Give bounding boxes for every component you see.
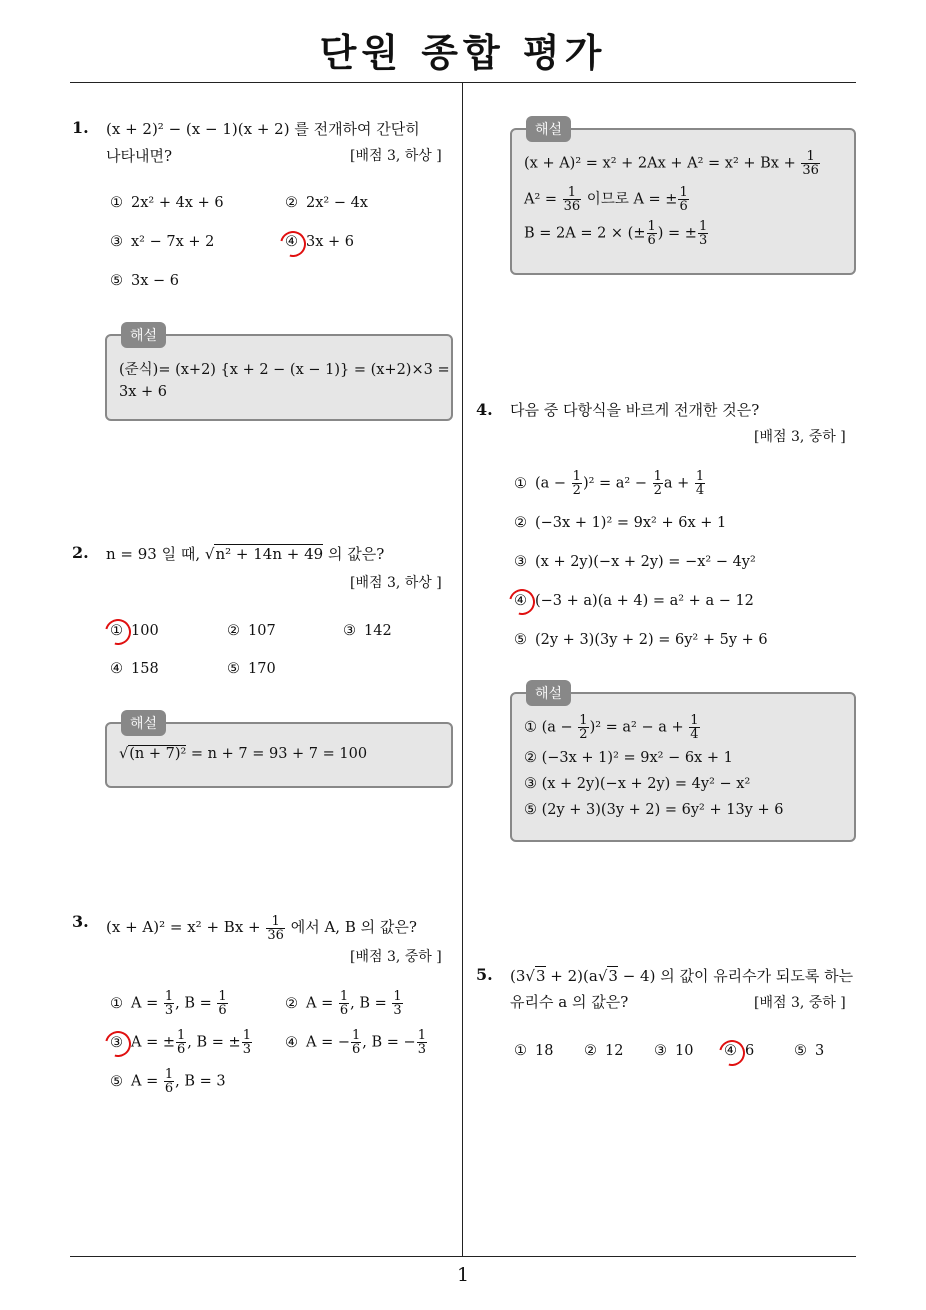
option-mark: ② bbox=[227, 623, 240, 639]
q5-radicand-1: 3 bbox=[535, 967, 546, 985]
q2-radicand: n² + 14n + 49 bbox=[215, 545, 324, 563]
option-mark: ③ bbox=[343, 623, 356, 639]
option-mark: ⑤ bbox=[110, 273, 123, 289]
option-mark: ④ bbox=[110, 661, 123, 677]
fraction: $\frac{1}{4}$ bbox=[690, 713, 699, 742]
q4-score: [배점 3, 중하 ] bbox=[754, 429, 846, 445]
fraction: $\frac{1}{6}$ bbox=[679, 185, 688, 214]
q1-solution-line1: (준식)= (x+2) {x + 2 − (x − 1)} = (x+2)×3 = bbox=[119, 362, 450, 378]
option-mark: ⑤ bbox=[227, 661, 240, 677]
option-mark: ② bbox=[285, 995, 298, 1012]
option-mark: ① bbox=[110, 995, 123, 1012]
solution-tag: 해설 bbox=[121, 322, 166, 348]
option-mark: ⑤ bbox=[794, 1043, 807, 1059]
option-mark: ① bbox=[514, 1043, 527, 1059]
q2-option-4[interactable] bbox=[110, 661, 159, 677]
option-mark: ③ bbox=[514, 554, 527, 570]
q2-score: [배점 3, 하상 ] bbox=[350, 575, 442, 591]
option-text: 18 bbox=[535, 1043, 554, 1059]
fraction: $\frac{1}{6}$ bbox=[177, 1028, 186, 1057]
q1-text-line1: (x + 2)² − (x − 1)(x + 2) 를 전개하여 간단히 bbox=[106, 120, 420, 138]
q2-option-5[interactable] bbox=[227, 661, 276, 677]
option-text: (x + 2y)(−x + 2y) = −x² − 4y² bbox=[535, 554, 756, 570]
q3-solution-line1: (x + A)² = x² + 2Ax + A² = x² + Bx + $\frac{1}{36}$ bbox=[524, 149, 819, 178]
q1-option-5[interactable] bbox=[110, 273, 179, 289]
q3-option-4[interactable]: ④ A = − $\frac{1}{6}$ , B = − $\frac{1}{3}$ bbox=[285, 1028, 426, 1057]
q2-solution-rest: = n + 7 = 93 + 7 = 100 bbox=[186, 746, 368, 762]
option-mark: ④ bbox=[285, 1034, 298, 1051]
fraction: $\frac{1}{3}$ bbox=[393, 989, 402, 1018]
q3-option-1[interactable]: ① A = $\frac{1}{3}$ , B = $\frac{1}{6}$ bbox=[110, 989, 227, 1018]
q2-number: 2. bbox=[72, 543, 89, 562]
page-number: 1 bbox=[456, 1264, 470, 1286]
q2-text: n = 93 일 때, √n² + 14n + 49 의 값은? bbox=[106, 545, 385, 563]
option-text: 100 bbox=[131, 623, 159, 639]
q2-solution-radicand: (n + 7)² bbox=[129, 746, 187, 762]
option-mark: ④ bbox=[514, 593, 527, 609]
option-text: 107 bbox=[248, 623, 276, 639]
option-text: 158 bbox=[131, 661, 159, 677]
q1-score: [배점 3, 하상 ] bbox=[350, 148, 442, 164]
answer-circle-mark bbox=[714, 1035, 750, 1071]
fraction: $\frac{1}{6}$ bbox=[352, 1028, 361, 1057]
q2-solution-box bbox=[105, 716, 453, 788]
q3-option-5[interactable]: ⑤ A = $\frac{1}{6}$ , B = 3 bbox=[110, 1067, 226, 1096]
option-mark: ④ bbox=[724, 1043, 737, 1059]
option-mark: ① bbox=[110, 623, 123, 639]
q4-text: 다음 중 다항식을 바르게 전개한 것은? bbox=[510, 401, 760, 419]
q2-option-3[interactable] bbox=[343, 623, 392, 639]
fraction: $\frac{1}{3}$ bbox=[242, 1028, 251, 1057]
solution-tag: 해설 bbox=[526, 680, 571, 706]
fraction: $\frac{1}{4}$ bbox=[695, 469, 705, 498]
q4-solution-box bbox=[510, 686, 856, 842]
option-text: 170 bbox=[248, 661, 276, 677]
q1-option-1[interactable] bbox=[110, 195, 224, 211]
q4-option-3[interactable] bbox=[514, 554, 756, 570]
option-text: 6 bbox=[745, 1043, 755, 1059]
q5-number: 5. bbox=[476, 965, 493, 984]
option-mark: ③ bbox=[110, 234, 123, 250]
q5-option-2[interactable] bbox=[584, 1043, 623, 1059]
q3-option-2[interactable]: ② A = $\frac{1}{6}$ , B = $\frac{1}{3}$ bbox=[285, 989, 402, 1018]
option-text: 3 bbox=[815, 1043, 825, 1059]
option-mark: ⑤ bbox=[110, 1073, 123, 1090]
fraction: $\frac{1}{2}$ bbox=[572, 469, 581, 498]
q2-text-pre: n = 93 일 때, bbox=[106, 545, 205, 563]
q5-radicand-2: 3 bbox=[608, 967, 618, 985]
fraction: $\frac{1}{36}$ bbox=[267, 913, 284, 943]
option-text: 12 bbox=[605, 1043, 624, 1059]
fraction: $\frac{1}{6}$ bbox=[339, 989, 349, 1018]
q3-solution-line2: A² = $\frac{1}{36}$ 이므로 A = ± $\frac{1}{6}$ bbox=[524, 185, 688, 214]
option-mark: ① bbox=[514, 475, 527, 492]
q4-option-2[interactable] bbox=[514, 515, 726, 531]
option-text: 2x² + 4x + 6 bbox=[131, 195, 224, 211]
option-text: 2x² − 4x bbox=[306, 195, 368, 211]
q3-solution-box bbox=[510, 122, 856, 275]
q1-solution-line2: 3x + 6 bbox=[119, 384, 167, 400]
q4-number: 4. bbox=[476, 400, 493, 419]
q4-option-5[interactable] bbox=[514, 632, 768, 648]
top-rule bbox=[70, 82, 856, 83]
q3-text bbox=[106, 913, 417, 942]
q2-text-post: 의 값은? bbox=[323, 545, 385, 563]
answer-circle-mark bbox=[275, 226, 311, 262]
fraction: $\frac{1}{3}$ bbox=[698, 219, 708, 248]
fraction: $\frac{1}{3}$ bbox=[164, 989, 174, 1018]
q3-score: [배점 3, 중하 ] bbox=[350, 949, 442, 965]
q1-option-3[interactable] bbox=[110, 234, 214, 250]
q4-option-1[interactable]: ① (a − $\frac{1}{2}$ )² = a² − $\frac{1}{2}$ a + $\frac{1}{4}$ bbox=[514, 469, 705, 498]
q3-solution-line3: B = 2A = 2 × (± $\frac{1}{6}$ ) = ± $\frac{1}{3}$ bbox=[524, 219, 708, 248]
solution-tag: 해설 bbox=[526, 116, 571, 142]
q4-solution-line1: ① (a − $\frac{1}{2}$ )² = a² − a + $\frac{1}{4}$ bbox=[524, 713, 699, 742]
option-mark: ② bbox=[514, 515, 527, 531]
q4-solution-line3: ③ (x + 2y)(−x + 2y) = 4y² − x² bbox=[524, 776, 751, 792]
fraction: $\frac{1}{36}$ bbox=[802, 149, 819, 178]
q4-option-4[interactable] bbox=[514, 593, 754, 609]
q3-number: 3. bbox=[72, 912, 89, 931]
q1-option-2[interactable] bbox=[285, 195, 368, 211]
option-text: (2y + 3)(3y + 2) = 6y² + 5y + 6 bbox=[535, 632, 768, 648]
q1-number: 1. bbox=[72, 118, 89, 137]
q5-option-3[interactable] bbox=[654, 1043, 693, 1059]
option-text: 142 bbox=[364, 623, 392, 639]
option-mark: ② bbox=[584, 1043, 597, 1059]
q2-option-2[interactable] bbox=[227, 623, 276, 639]
answer-circle-mark bbox=[504, 584, 540, 620]
answer-circle-mark bbox=[100, 614, 136, 650]
option-text: x² − 7x + 2 bbox=[131, 234, 215, 250]
q4-solution-line5: ⑤ (2y + 3)(3y + 2) = 6y² + 13y + 6 bbox=[524, 802, 784, 818]
fraction: $\frac{1}{2}$ bbox=[653, 469, 662, 498]
option-mark: ③ bbox=[110, 1034, 123, 1051]
q2-solution-line: √(n + 7)² = n + 7 = 93 + 7 = 100 bbox=[119, 746, 368, 762]
q5-text-line2: 유리수 a 의 값은? bbox=[510, 993, 629, 1011]
option-mark: ③ bbox=[654, 1043, 667, 1059]
column-divider bbox=[462, 83, 463, 1256]
fraction: $\frac{1}{3}$ bbox=[417, 1028, 426, 1057]
option-text: 3x + 6 bbox=[306, 234, 354, 250]
q4-solution-line2: ② (−3x + 1)² = 9x² − 6x + 1 bbox=[524, 750, 733, 766]
option-mark: ⑤ bbox=[514, 632, 527, 648]
option-mark: ④ bbox=[285, 234, 298, 250]
page-title: 단원 종합 평가 bbox=[319, 31, 607, 75]
fraction: $\frac{1}{6}$ bbox=[647, 219, 656, 248]
fraction: $\frac{1}{6}$ bbox=[164, 1067, 174, 1096]
fraction: $\frac{1}{2}$ bbox=[579, 713, 588, 742]
option-mark: ② bbox=[285, 195, 298, 211]
option-text: 3x − 6 bbox=[131, 273, 179, 289]
q5-option-1[interactable] bbox=[514, 1043, 553, 1059]
q1-solution-box bbox=[105, 328, 453, 421]
option-text: (−3 + a)(a + 4) = a² + a − 12 bbox=[535, 593, 754, 609]
q5-score: [배점 3, 중하 ] bbox=[754, 995, 846, 1011]
q3-option-3[interactable]: ③ A = ± $\frac{1}{6}$ , B = ± $\frac{1}{3}$ bbox=[110, 1028, 251, 1057]
solution-tag: 해설 bbox=[121, 710, 166, 736]
option-text: (−3x + 1)² = 9x² + 6x + 1 bbox=[535, 515, 727, 531]
bottom-rule bbox=[70, 1256, 856, 1257]
option-text: 10 bbox=[675, 1043, 694, 1059]
option-mark: ① bbox=[110, 195, 123, 211]
q5-text-line1: (3√3 + 2)(a√3 − 4) 의 값이 유리수가 되도록 하는 bbox=[510, 967, 854, 985]
q1-text-line2: 나타내면? bbox=[106, 147, 173, 165]
q5-option-5[interactable] bbox=[794, 1043, 824, 1059]
fraction: $\frac{1}{36}$ bbox=[563, 185, 581, 214]
q3-text-pre: (x + A)² = x² + Bx + bbox=[106, 918, 266, 936]
q3-text-post: 에서 A, B 의 값은? bbox=[285, 918, 417, 936]
fraction: $\frac{1}{6}$ bbox=[218, 989, 227, 1018]
